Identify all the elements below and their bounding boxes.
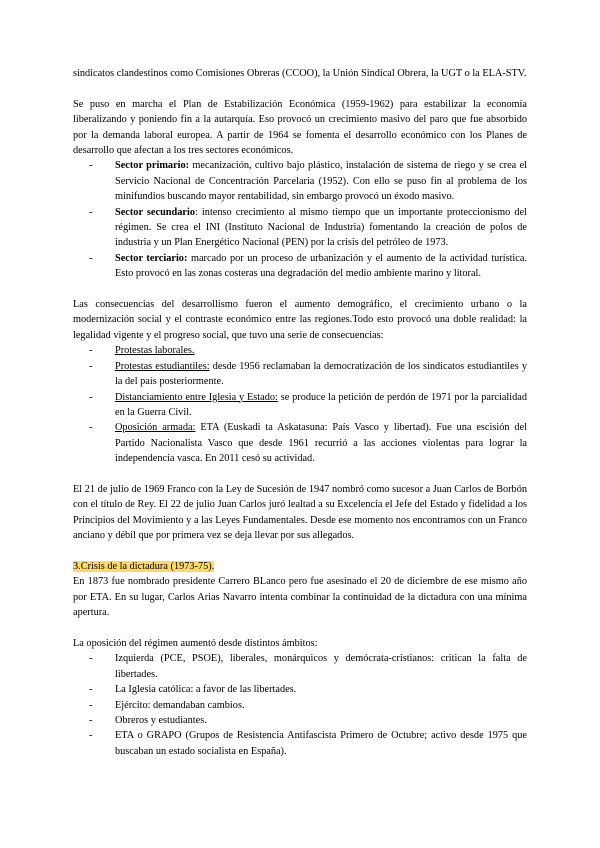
consecuencia-label: Protestas laborales. bbox=[115, 345, 195, 357]
paragraph-oposicion: La oposición del régimen aumentó desde distintos ámbitos: bbox=[73, 637, 318, 649]
list-item: - Protestas laborales. bbox=[89, 345, 195, 357]
list-item: - Ejército: demandaban cambios. bbox=[89, 699, 245, 711]
paragraph-plan-estabilizacion: Se puso en marcha el Plan de Estabilización Económica (1959-1962) para estabilizar la economía liberalizando y poniendo fin a la autarquía. Eso provocó un crecimiento masivo del paro que fue absorbido por la demanda laboral europea. A partir de 1964 se fomenta el desarrollo económico con los Planes de desarrollo que afectan a los tres sectores económicos. bbox=[73, 98, 527, 157]
section-heading bbox=[73, 559, 527, 574]
list-item: - ETA o GRAPO (Grupos de Resistencia Antifascista Primero de Octubre; activo desde 1975 que buscaban un estado socialista en España). bbox=[89, 730, 527, 757]
list-item: - Oposición armada: ETA (Euskadi ta Askatasuna: País Vasco y libertad). Fue una escisión del Partido Nacionalista Vasco que desde 1961 recurrió a las acciones violentas para lograr la independencia vasca. En 2011 cesó su actividad. bbox=[89, 422, 528, 465]
sector-label: Sector primario: bbox=[115, 160, 190, 172]
list-item: - Protestas estudiantiles: desde 1956 reclamaban la democratización de los sindicatos estudiantiles y la del país posteriormente. bbox=[89, 360, 527, 388]
list-item: - Obreros y estudiantes. bbox=[89, 714, 207, 726]
list-item: - Izquierda (PCE, PSOE), liberales, monárquicos y demócrata-cristianos: critican la falta de libertades. bbox=[89, 653, 527, 680]
list-sectores bbox=[73, 158, 527, 281]
list-oposicion bbox=[73, 651, 527, 759]
paragraph-sindicatos: sindicatos clandestinos como Comisiones Obreras (CCOO), la Unión Sindical Obrera, la UGT o la ELA-STV. bbox=[73, 68, 527, 79]
consecuencia-label: Protestas estudiantiles: bbox=[115, 360, 210, 372]
text-column bbox=[73, 66, 527, 759]
list-item: - Sector terciario: marcado por un proceso de urbanización y el aumento de la actividad turística. Esto provocó en las zonas costeras una degradación del medio ambiente marino y litoral. bbox=[89, 252, 528, 280]
highlighted-heading: 3.Crisis de la dictadura (1973-75). bbox=[73, 560, 215, 572]
list-item: - Sector primario: mecanización, cultivo bajo plástico, instalación de sistema de riego y se crea el Servicio Nacional de Concentración Parcelaria (1952). Con ello se puso fin al problema de los minifundios buscando mayor rentabilidad, sin embargo provocó un éxodo masivo. bbox=[89, 160, 528, 203]
list-item: - Distanciamiento entre Iglesia y Estado: se produce la petición de perdón de 1971 por la parcialidad en la Guerra Civil. bbox=[89, 391, 527, 418]
paragraph-carrero-blanco: En 1873 fue nombrado presidente Carrero BLanco pero fue asesinado el 20 de diciembre de ese mismo año por ETA. En su lugar, Carlos Arias Navarro intenta combinar la continuidad de la dictadura con una mínima apertura. bbox=[73, 576, 527, 619]
paragraph-consecuencias: Las consecuencias del desarrollismo fueron el aumento demográfico, el crecimiento urbano o la modernización social y el contraste económico entre las regiones.Todo esto provocó una doble realidad: la legalidad vigente y el progreso social, que tuvo una serie de consecuencias: bbox=[73, 299, 527, 341]
list-item: - Sector secundario: intenso crecimiento al mismo tiempo que un importante proteccionismo del régimen. Se crea el INI (Instituto Nacional de Industria) fomentando la creación de polos de industria y un Plan Energético Nacional (PEN) por la crisis del petróleo de 1973. bbox=[89, 206, 527, 249]
sector-label: Sector terciario: bbox=[115, 252, 188, 264]
consecuencia-label: Oposición armada: bbox=[115, 422, 196, 434]
list-item: - La Iglesia católica: a favor de las libertades. bbox=[89, 684, 297, 696]
consecuencia-label: Distanciamiento entre Iglesia y Estado: bbox=[115, 391, 278, 403]
sector-label: Sector secundario bbox=[115, 206, 195, 218]
paragraph-sucesion: El 21 de julio de 1969 Franco con la Ley de Sucesión de 1947 nombró como sucesor a Juan Carlos de Borbón con el título de Rey. El 22 de julio Juan Carlos juró lealtad a su Excelencia el Jefe del Estado y fidelidad a los Principios del Movimiento y a las Leyes Fundamentales. Desde ese momento nos encontramos con un Franco anciano y débil que por primera vez se deja llevar por sus allegados. bbox=[73, 483, 527, 542]
list-consecuencias bbox=[73, 343, 527, 466]
